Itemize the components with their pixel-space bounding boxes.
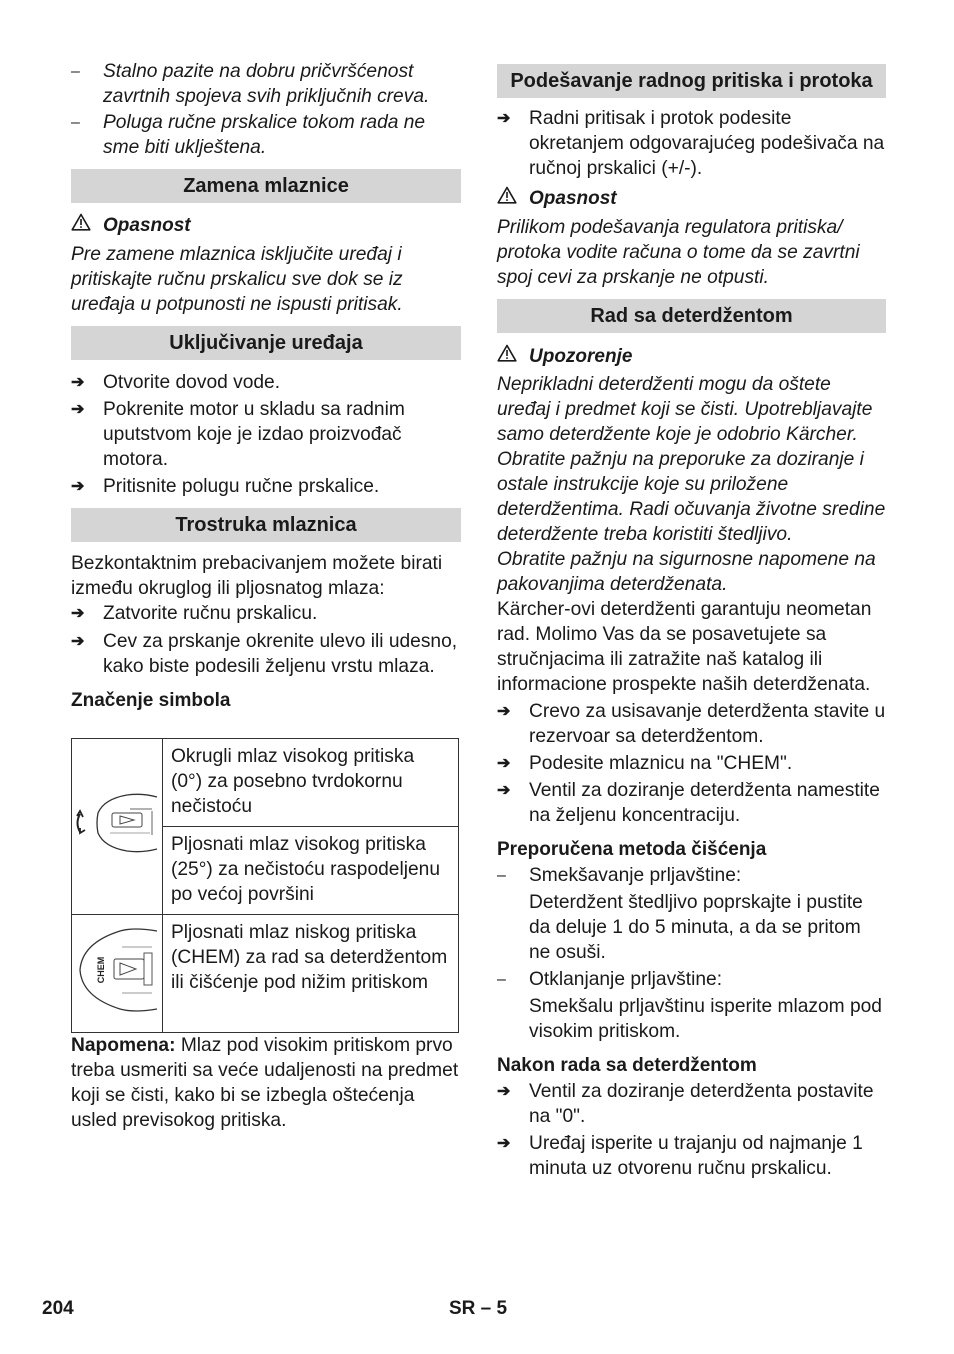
- method-label: Otklanjanje prljavštine:: [529, 969, 723, 990]
- step-text: Cev za prskanje okrenite ulevo ili udesno, kako biste podesili željenu vrstu mlaza.: [103, 631, 458, 677]
- chem-label: CHEM: [96, 956, 106, 984]
- arrow-icon: ➔: [497, 703, 511, 720]
- step-text: Otvorite dovod vode.: [103, 372, 281, 393]
- dash-marker: –: [71, 63, 80, 80]
- step-text: Podesite mlaznicu na "CHEM".: [529, 753, 793, 774]
- warning-label: [71, 213, 461, 238]
- right-column: [497, 58, 886, 1181]
- arrow-icon: ➔: [71, 478, 85, 495]
- after-detergent-heading: Nakon rada sa deterdžentom: [497, 1055, 757, 1076]
- nozzle-chem-symbol-cell: [72, 915, 163, 1033]
- arrow-icon: ➔: [497, 755, 511, 772]
- arrow-icon: ➔: [71, 374, 85, 391]
- symbol-description: Pljosnati mlaz visokog pritiska (25°) za nečistoću raspodeljenu po većoj površini: [163, 827, 459, 915]
- intro-text: Bezkontaktnim prebacivanjem možete birati između okruglog ili pljosnatog mlaza:: [71, 553, 443, 599]
- left-column: [71, 58, 461, 1133]
- page-number: 204: [42, 1298, 74, 1319]
- nozzle-round-flat-symbol-cell: [72, 739, 163, 915]
- caution-text: Neprikladni deterdženti mogu da oštete uređaj i predmet koji se čisti. Upotrebljavajte samo deterdžente koje je odobrio Kärcher. Obratite pažnju na preporuke za doziranje i ostale instrukcije koje su priložene deterdžentima. Radi očuvanja životne sredine deterdžente treba koristiti štedljivo.: [497, 374, 886, 545]
- section-heading-pressure-flow: Podešavanje radnog pritiska i protoka: [497, 64, 886, 98]
- method-detail: Deterdžent štedljivo poprskajte i pustite da deluje 1 do 5 minuta, a da se pritom ne osuši.: [529, 892, 863, 963]
- list-item-text: Poluga ručne prskalice tokom rada ne sme biti uklještena.: [103, 112, 426, 158]
- method-list: [497, 863, 886, 1044]
- step-text: Pritisnite polugu ručne prskalice.: [103, 476, 380, 497]
- list-item: [71, 110, 461, 160]
- step-item: [497, 699, 886, 749]
- caution-label-text: Upozorenje: [529, 346, 633, 367]
- step-text: Radni pritisak i protok podesite okretanjem odgovarajućeg podešivača na ručnoj prskalici (+/-).: [529, 108, 885, 179]
- step-item: [71, 474, 461, 499]
- section-heading-triple-nozzle: Trostruka mlaznica: [71, 508, 461, 542]
- warning-triangle-icon: [497, 186, 529, 211]
- dash-marker: –: [497, 971, 506, 988]
- symbol-description: Okrugli mlaz visokog pritiska (0°) za posebno tvrdokornu nečistoću: [163, 739, 459, 827]
- note: [71, 1033, 461, 1133]
- step-list: [497, 699, 886, 828]
- table-row: [72, 739, 459, 827]
- arrow-icon: ➔: [497, 782, 511, 799]
- caution-text-packaging: Obratite pažnju na sigurnosne napomene na pakovanjima deterdženata.: [497, 549, 876, 595]
- arrow-icon: ➔: [497, 1083, 511, 1100]
- step-text: Ventil za doziranje deterdženta postavite na "0".: [529, 1081, 874, 1127]
- arrow-icon: ➔: [71, 633, 85, 650]
- step-item: [71, 629, 461, 679]
- note-label: Napomena:: [71, 1035, 176, 1056]
- dash-marker: –: [497, 867, 506, 884]
- method-detail: Smekšalu prljavštinu isperite mlazom pod visokim pritiskom.: [529, 996, 882, 1042]
- step-item: [71, 370, 461, 395]
- dash-marker: –: [71, 114, 80, 131]
- step-item: [497, 1079, 886, 1129]
- step-text: Ventil za doziranje deterdženta namestite na željenu koncentraciju.: [529, 780, 880, 826]
- detergent-body-text: Kärcher-ovi deterdženti garantuju neometan rad. Molimo Vas da se posavetujete sa stručnjacima ili zatražite naš katalog ili informacione prospekte naših deterdženata.: [497, 599, 872, 695]
- section-heading-detergent: Rad sa deterdžentom: [497, 299, 886, 333]
- arrow-icon: ➔: [497, 1135, 511, 1152]
- step-item: [497, 778, 886, 828]
- warning-triangle-icon: [497, 344, 529, 369]
- list-item-text: Stalno pazite na dobru pričvršćenost zavrtnih spojeva svih priključnih creva.: [103, 61, 430, 107]
- symbol-description: Pljosnati mlaz niskog pritiska (CHEM) za rad sa deterdžentom ili čišćenje pod nižim pritiskom: [163, 915, 459, 1033]
- warning-triangle-icon: [71, 213, 103, 238]
- section-heading-switch-on: Uključivanje uređaja: [71, 326, 461, 360]
- method-heading: Preporučena metoda čišćenja: [497, 839, 767, 860]
- step-item: [497, 106, 886, 181]
- step-list: [71, 601, 461, 679]
- step-text: Uređaj isperite u trajanju od najmanje 1 minuta uz otvorenu ručnu prskalicu.: [529, 1133, 863, 1179]
- method-label: Smekšavanje prljavštine:: [529, 865, 742, 886]
- step-item: [71, 397, 461, 472]
- section-reference: SR – 5: [449, 1298, 508, 1319]
- table-row: [72, 915, 459, 1033]
- step-item: [497, 1131, 886, 1181]
- warning-text: Pre zamene mlaznica isključite uređaj i pritiskajte ručnu prskalicu sve dok se iz uređaja u potpunosti ne ispusti pritisak.: [71, 244, 403, 315]
- warning-label-text: Opasnost: [103, 215, 191, 236]
- section-heading-nozzle-replacement: Zamena mlaznice: [71, 169, 461, 203]
- warning-label-text: Opasnost: [529, 188, 617, 209]
- arrow-icon: ➔: [71, 401, 85, 418]
- caution-label: [497, 344, 886, 369]
- step-item: [497, 751, 886, 776]
- nozzle-chem-icon: [72, 915, 162, 1025]
- step-text: Pokrenite motor u skladu sa radnim uputstvom koje je izdao proizvođač motora.: [103, 399, 405, 470]
- step-text: Crevo za usisavanje deterdženta stavite u rezervoar sa deterdžentom.: [529, 701, 886, 747]
- arrow-icon: ➔: [71, 605, 85, 622]
- note-text: Mlaz pod visokim pritiskom prvo treba usmeriti sa veće udaljenosti na predmet koji se čisti, kako bi se izbegla oštećenja usled previsokog pritiska.: [71, 1035, 459, 1131]
- step-list: [497, 1079, 886, 1181]
- step-text: Zatvorite ručnu prskalicu.: [103, 603, 318, 624]
- method-item: [497, 967, 886, 992]
- arrow-icon: ➔: [497, 110, 511, 127]
- warning-text: Prilikom podešavanja regulatora pritiska/ protoka vodite računa o tome da se zavrtni spoj cevi za prskanje ne otpusti.: [497, 217, 860, 288]
- symbols-heading: Značenje simbola: [71, 690, 231, 711]
- step-list: [71, 370, 461, 499]
- warning-label: [497, 186, 886, 211]
- list-item: [71, 59, 461, 109]
- symbols-table: [71, 738, 459, 1033]
- step-item: [71, 601, 461, 626]
- nozzle-rotation-icon: [72, 773, 162, 873]
- method-item: [497, 863, 886, 888]
